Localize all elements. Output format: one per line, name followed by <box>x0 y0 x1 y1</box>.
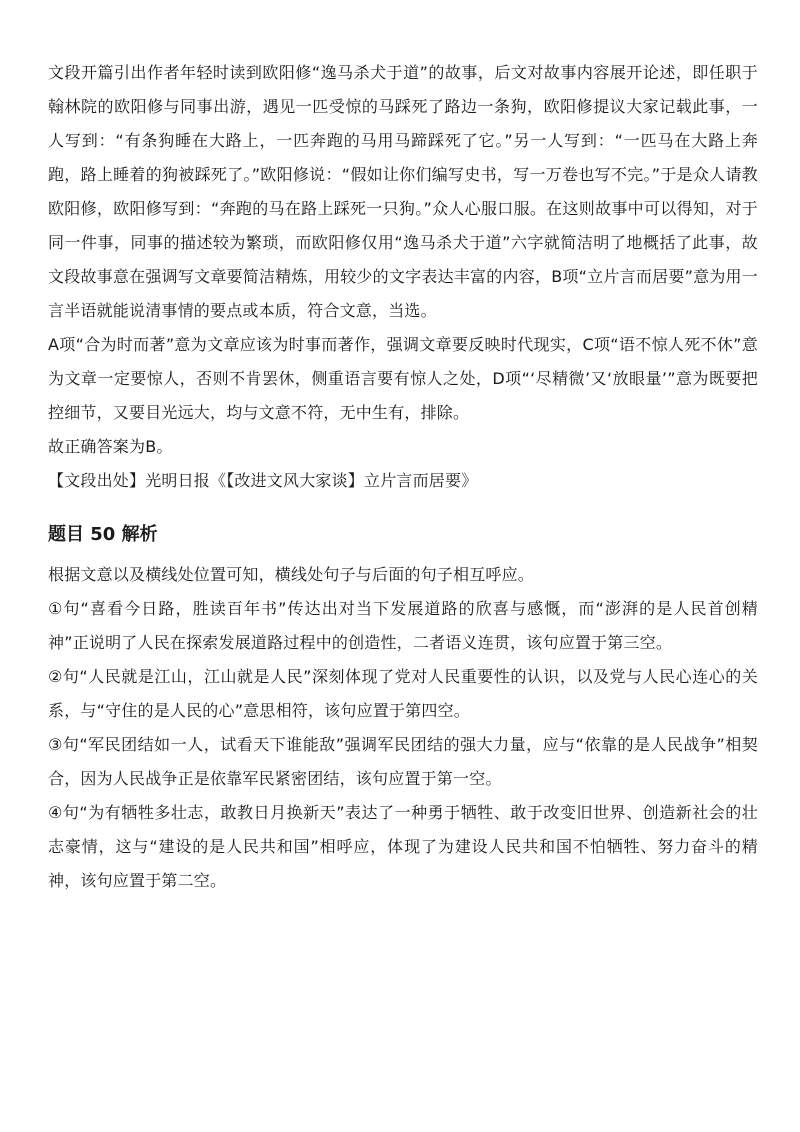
answer-line: 故正确答案为B。 <box>48 437 173 456</box>
source-line: 【文段出处】光明日报《【改进文风大家谈】立片言而居要》 <box>48 471 478 490</box>
sentence-3-analysis: ③句“军民团结如一人，试看天下谁能敌”强调军民团结的强大力量，应与“依靠的是人民战争”相契合，因为人民战争正是依靠军民紧密团结，该句应置于第一空。 <box>48 735 758 788</box>
section-heading: 题目 50 解析 <box>48 524 158 545</box>
intro-paragraph: 根据文意以及横线处位置可知，横线处句子与后面的句子相互呼应。 <box>48 565 535 584</box>
option-analysis-paragraph: A项“合为时而著”意为文章应该为时事而著作，强调文章要反映时代现实，C项“语不惊人死不休”意为文章一定要惊人，否则不肯罢休，侧重语言要有惊人之处，D项“‘尽精微’又‘放眼量’”意为既要把控细节，又要目光远大，均与文意不符，无中生有，排除。 <box>48 335 758 422</box>
document-page <box>48 56 758 898</box>
analysis-paragraph: 文段开篇引出作者年轻时读到欧阳修“逸马杀犬于道”的故事，后文对故事内容展开论述，即任职于翰林院的欧阳修与同事出游，遇见一匹受惊的马踩死了路边一条狗，欧阳修提议大家记载此事，一人写到：“有条狗睡在大路上，一匹奔跑的马用马蹄踩死了它。”另一人写到：“一匹马在大路上奔跑，路上睡着的狗被踩死了。”欧阳修说：“假如让你们编写史书，写一万卷也写不完。”于是众人请教欧阳修，欧阳修写到：“奔跑的马在路上踩死一只狗。”众人心服口服。在这则故事中可以得知，对于同一件事，同事的描述较为繁琐，而欧阳修仅用“逸马杀犬于道”六字就简洁明了地概括了此事，故文段故事意在强调写文章要简洁精炼，用较少的文字表达丰富的内容，B项“立片言而居要”意为用一言半语就能说清事情的要点或本质，符合文意，当选。 <box>48 63 758 320</box>
sentence-2-analysis: ②句“人民就是江山，江山就是人民”深刻体现了党对人民重要性的认识，以及党与人民心连心的关系，与“守住的是人民的心”意思相符，该句应置于第四空。 <box>48 667 758 720</box>
sentence-1-analysis: ①句“喜看今日路，胜读百年书”传达出对当下发展道路的欣喜与感慨，而“澎湃的是人民首创精神”正说明了人民在探索发展道路过程中的创造性，二者语义连贯，该句应置于第三空。 <box>48 599 758 652</box>
sentence-4-analysis: ④句“为有牺牲多壮志，敢教日月换新天”表达了一种勇于牺牲、敢于改变旧世界、创造新社会的壮志豪情，这与“建设的是人民共和国”相呼应，体现了为建设人民共和国不怕牺牲、努力奋斗的精神，该句应置于第二空。 <box>48 803 758 890</box>
